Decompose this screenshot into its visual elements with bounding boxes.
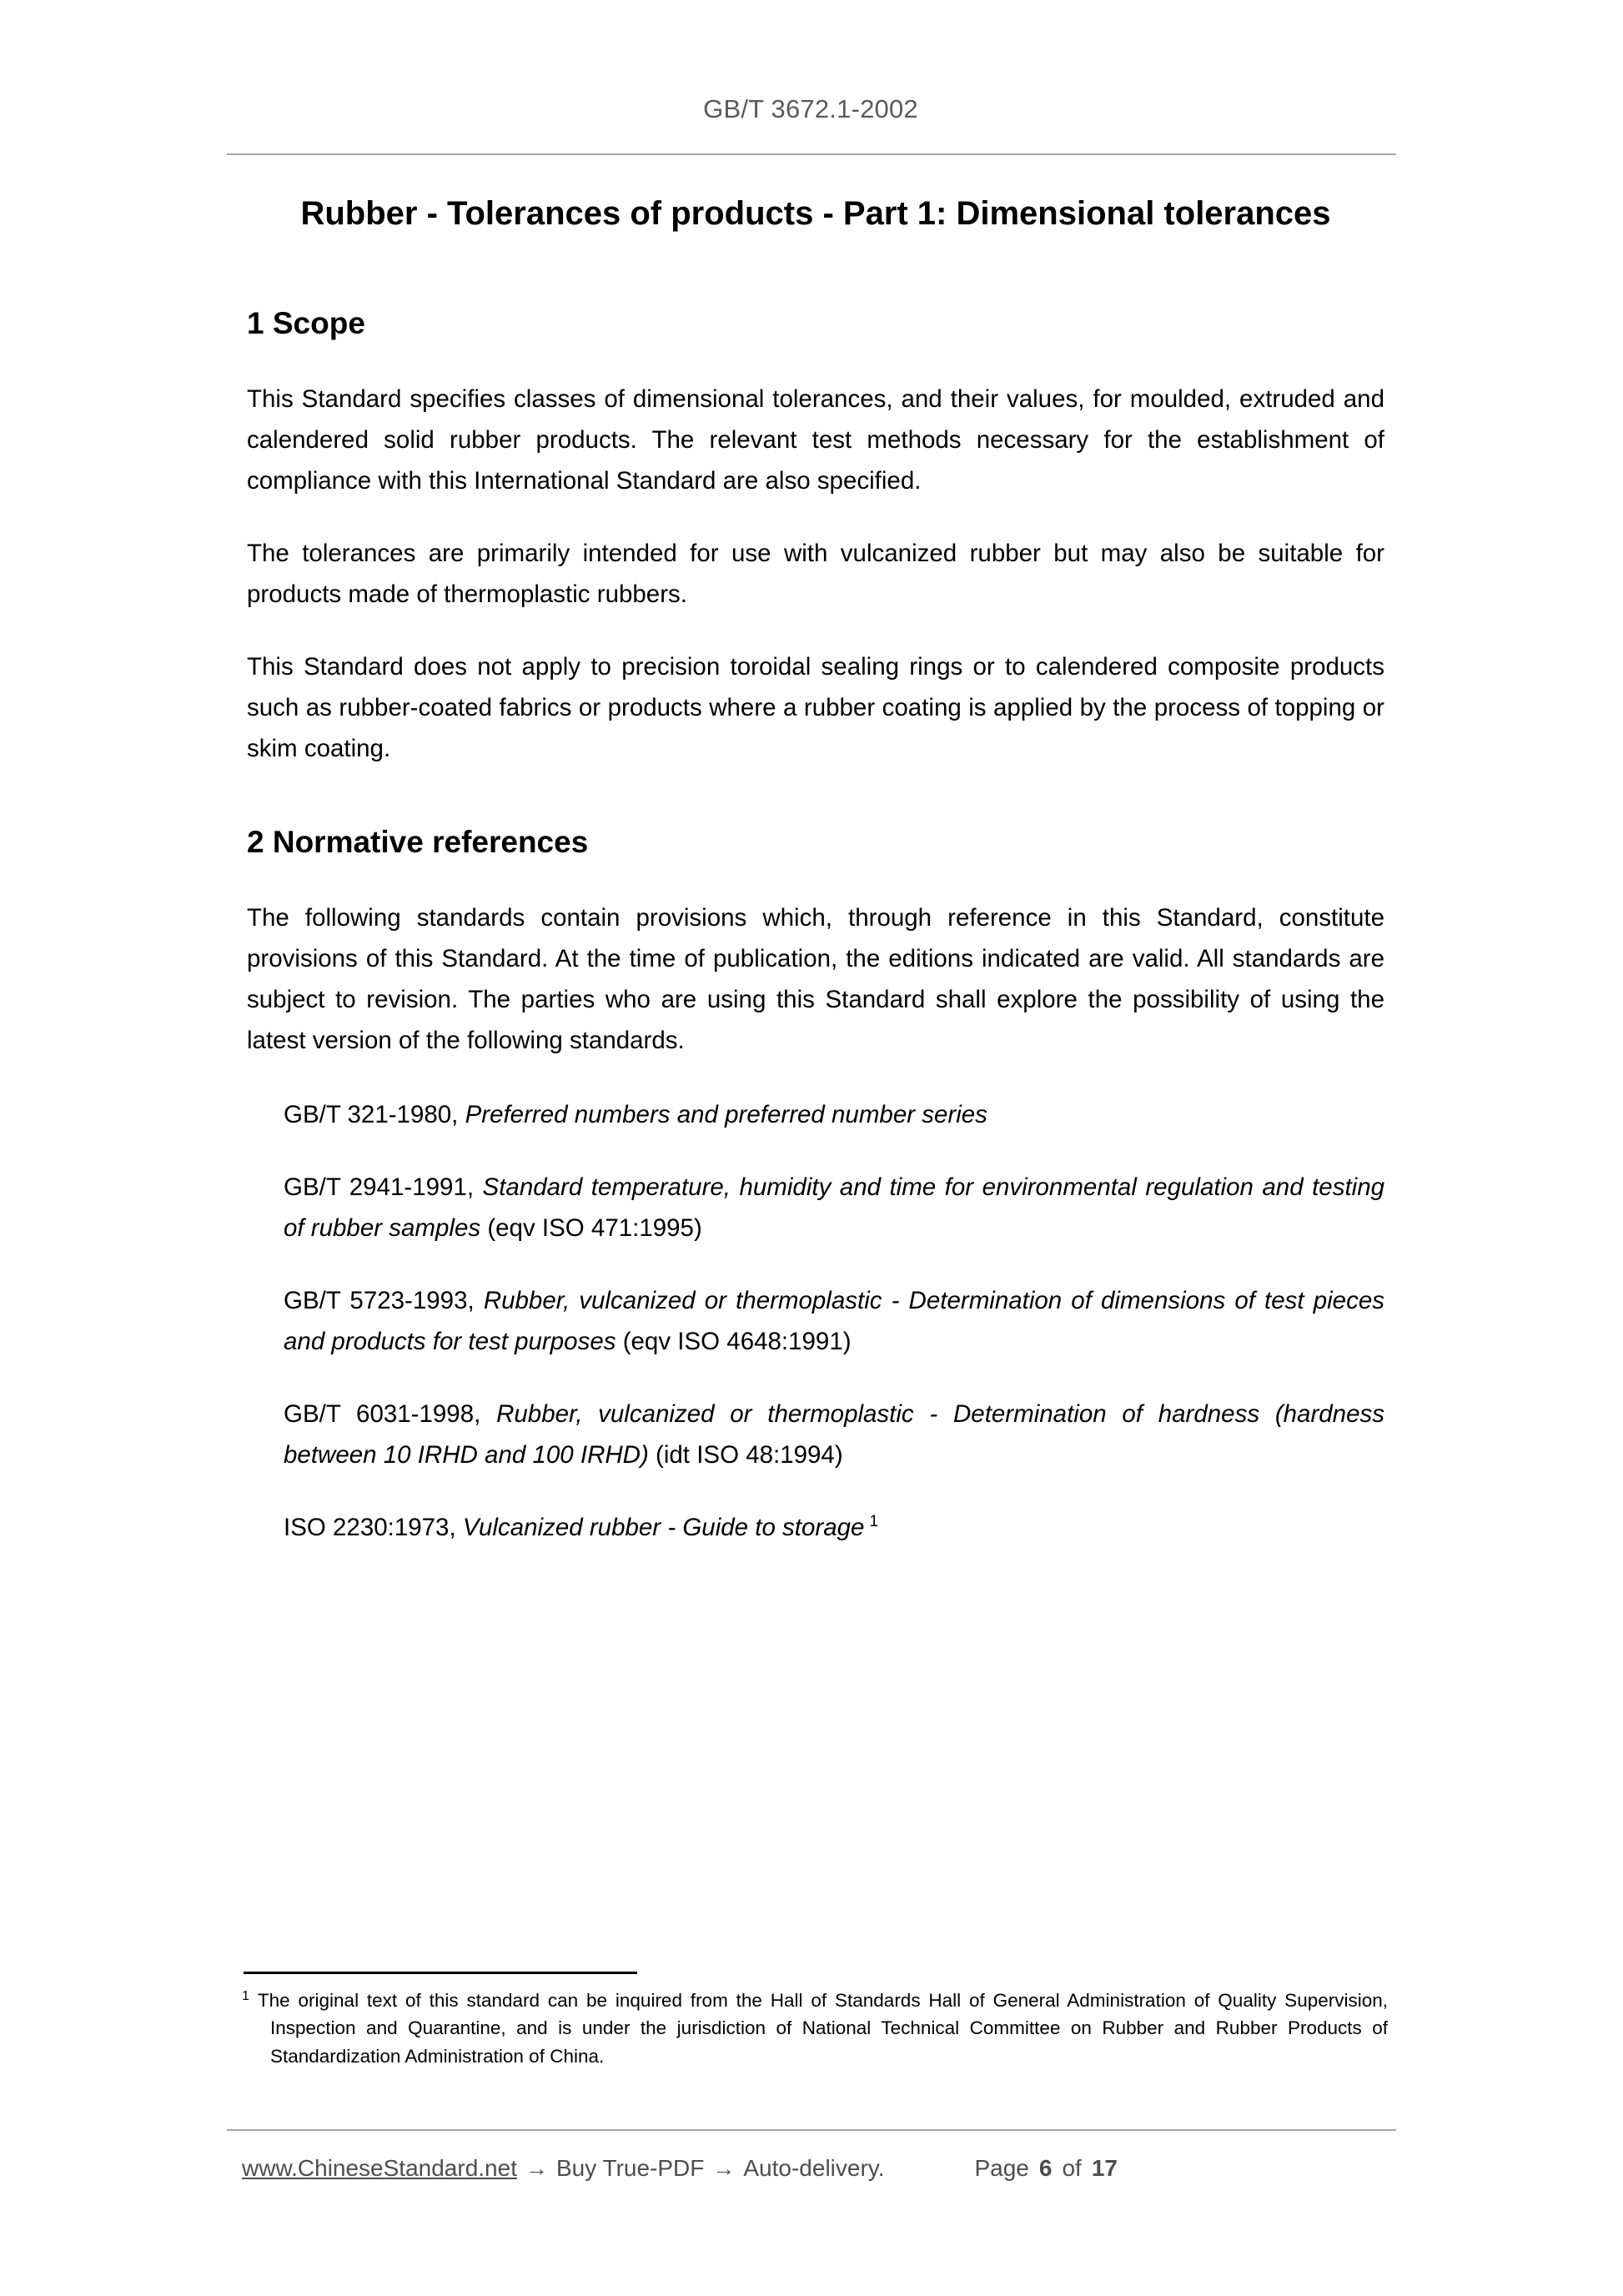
list-item (284, 1168, 1384, 1249)
chinesestandard-link[interactable]: www.ChineseStandard.net (242, 2155, 517, 2181)
reference-title: Rubber, vulcanized or thermoplastic - Determination of dimensions of test pieces and products for test purposes (284, 1286, 1384, 1355)
footnote (242, 1987, 1388, 2070)
footer-action-delivery: Auto-delivery. (743, 2155, 885, 2181)
of-label: of (1062, 2155, 1082, 2181)
footnote-reference-marker: 1 (869, 1512, 879, 1530)
list-item (284, 1508, 1384, 1549)
footer-divider (227, 2129, 1396, 2131)
page-footer (242, 2155, 1401, 2182)
section-heading-scope: 1 Scope (247, 305, 365, 340)
section-heading-normative-references: 2 Normative references (247, 824, 589, 859)
footer-promo (242, 2155, 884, 2182)
page-indicator (974, 2155, 1128, 2182)
reference-equivalence: (eqv ISO 471:1995) (487, 1213, 702, 1242)
header-divider (227, 153, 1396, 155)
list-item (284, 1281, 1384, 1363)
footnote-divider (244, 1972, 637, 1974)
scope-paragraph-2: The tolerances are primarily intended for use with vulcanized rubber but may also be suitable for products made of thermoplastic rubbers. (247, 539, 1384, 608)
current-page-number: 6 (1038, 2155, 1053, 2181)
reference-code: GB/T 2941-1991, (284, 1173, 475, 1201)
reference-code: ISO 2230:1973, (284, 1513, 456, 1541)
reference-code: GB/T 6031-1998, (284, 1399, 481, 1428)
reference-title: Standard temperature, humidity and time for environmental regulation and testing of rubber samples (284, 1173, 1385, 1242)
normative-reference-list (247, 1095, 1384, 1549)
normative-references-intro: The following standards contain provisions which, through reference in this Standard, constitute provisions of this Standard. At the time of publication, the editions indicated are valid. All standards are subject to revision. The parties who are using this Standard shall explore the possibility of using the latest version of the following standards. (247, 904, 1384, 1054)
scope-paragraph-3: This Standard does not apply to precision toroidal sealing rings or to calendered composite products such as rubber-coated fabrics or products where a rubber coating is applied by the process of topping or skim coating. (247, 652, 1384, 762)
footnote-text: The original text of this standard can be inquired from the Hall of Standards Hall of General Administration of Quality Supervision, Inspection and Quarantine, and is under the jurisdiction of National Technical Committee on Rubber and Rubber Products of Standardization Administration of China. (257, 1990, 1388, 2067)
scope-paragraph-1: This Standard specifies classes of dimensional tolerances, and their values, for moulded, extruded and calendered solid rubber products. The relevant test methods necessary for the establishment of compliance with this International Standard are also specified. (247, 385, 1384, 495)
list-item (284, 1095, 1384, 1136)
reference-title: Preferred numbers and preferred number series (465, 1100, 987, 1128)
arrow-right-icon: → (712, 2156, 736, 2181)
reference-equivalence: (eqv ISO 4648:1991) (622, 1327, 852, 1355)
reference-title: Rubber, vulcanized or thermoplastic - Determination of hardness (hardness between 10 IRHD and 100 IRHD) (284, 1399, 1384, 1469)
footnote-marker: 1 (242, 1988, 249, 2003)
page-title: Rubber - Tolerances of products - Part 1: Dimensional tolerances (300, 195, 1331, 232)
arrow-right-icon: → (525, 2156, 548, 2181)
reference-equivalence: (idt ISO 48:1994) (656, 1440, 843, 1469)
footer-action-buy: Buy True-PDF (555, 2155, 705, 2181)
reference-title: Vulcanized rubber - Guide to storage (462, 1513, 865, 1541)
page-header (227, 93, 1394, 124)
list-item (284, 1394, 1384, 1476)
page-label: Page (974, 2155, 1029, 2181)
total-page-count: 17 (1091, 2155, 1118, 2181)
reference-code: GB/T 321-1980, (284, 1100, 459, 1128)
document-content (247, 187, 1384, 1549)
reference-code: GB/T 5723-1993, (284, 1286, 475, 1314)
standard-number: GB/T 3672.1-2002 (703, 94, 918, 123)
